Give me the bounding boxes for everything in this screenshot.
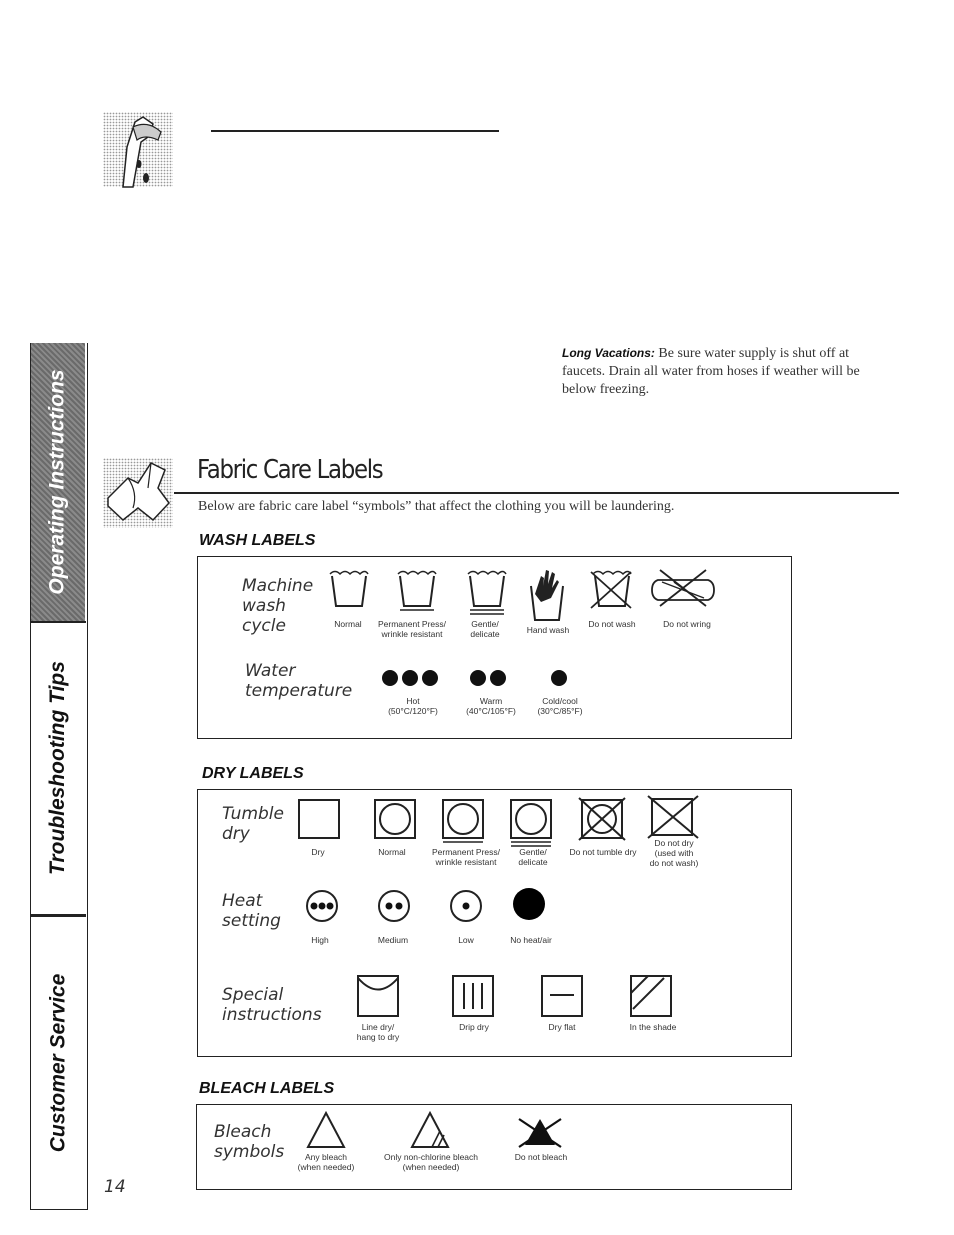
heat-caption-line: Low — [458, 935, 474, 945]
wash-heading: WASH LABELS — [199, 532, 316, 549]
bleach-caption-line: Any bleach — [304, 1152, 348, 1162]
temp-caption-line: (30°C/85°F) — [537, 706, 583, 716]
tab-troubleshooting-tips[interactable] — [31, 622, 85, 914]
special-caption-line: Line dry/ — [361, 1022, 395, 1032]
faucet-drip-icon — [103, 112, 173, 187]
heat-caption-line: High — [311, 935, 329, 945]
bleach-caption-line: (when needed) — [402, 1162, 460, 1172]
machine-wash-label-3: cycle — [242, 616, 286, 636]
section-intro: Below are fabric care label “symbols” that affect the clothing you will be laundering. — [198, 499, 675, 514]
heat-caption-line: Medium — [377, 935, 409, 945]
long-vacations-note — [562, 344, 880, 399]
tumble-dry-permanent-press-icon — [442, 799, 484, 845]
heat-setting-label-1: Heat — [222, 891, 263, 911]
water-temperature-label-1: Water — [245, 661, 296, 681]
heat-setting-label — [222, 891, 281, 931]
tumble-caption-line: Dry — [311, 847, 325, 857]
no-heat-icon — [512, 887, 546, 921]
wash-caption — [328, 619, 368, 629]
tumble-caption — [644, 838, 704, 868]
long-vacations-text: Be sure water supply is shut off at faucets. Drain all water from hoses if weather will be below freezing. — [562, 346, 860, 397]
wash-caption — [580, 619, 644, 629]
bleach-symbols-label-2: symbols — [214, 1142, 285, 1162]
bleach-symbols-label — [214, 1122, 284, 1162]
tumble-caption — [370, 847, 414, 857]
tumble-dry-normal-icon — [374, 799, 416, 839]
section-title: Fabric Care Labels — [197, 455, 383, 485]
cold-water-dot-icon — [550, 669, 570, 689]
tumble-caption-line: Do not dry — [654, 838, 694, 848]
heat-setting-label-2: setting — [222, 911, 281, 931]
wash-caption — [370, 619, 454, 639]
top-rule — [211, 130, 499, 132]
wash-caption-line: Do not wash — [588, 619, 636, 629]
heat-caption — [370, 935, 416, 945]
temp-caption — [380, 696, 446, 716]
tab-operating-instructions[interactable] — [31, 343, 85, 621]
heat-caption — [502, 935, 560, 945]
hot-water-dots-icon — [381, 669, 441, 689]
bleach-caption-line: Do not bleach — [514, 1152, 568, 1162]
tumble-caption — [424, 847, 508, 867]
heat-caption — [446, 935, 486, 945]
wash-caption-line: Gentle/ — [471, 619, 499, 629]
tumble-dry-label-2: dry — [222, 824, 250, 844]
bleach-labels-box — [196, 1104, 792, 1190]
machine-wash-label — [242, 576, 313, 636]
wash-caption-line: wrinkle resistant — [381, 629, 443, 639]
tumble-caption-line: delicate — [518, 857, 548, 867]
do-not-dry-icon — [648, 796, 698, 838]
tumble-dry-label — [222, 804, 284, 844]
temp-caption — [458, 696, 524, 716]
tab-customer-service-label: Customer Service — [46, 973, 69, 1152]
do-not-wring-icon — [650, 568, 716, 608]
do-not-bleach-icon — [515, 1115, 565, 1149]
tumble-caption-line: Normal — [378, 847, 406, 857]
tumble-dry-square-icon — [298, 799, 340, 839]
tumble-caption-line: do not wash) — [649, 858, 699, 868]
wash-caption — [652, 619, 722, 629]
heat-caption — [298, 935, 342, 945]
section-rule — [174, 492, 899, 494]
bleach-caption-line: Only non-chlorine bleach — [383, 1152, 479, 1162]
page-number: 14 — [104, 1177, 126, 1197]
water-temperature-label — [245, 661, 352, 701]
heat-medium-icon — [377, 889, 411, 923]
wash-caption-line: Normal — [334, 619, 362, 629]
any-bleach-icon — [306, 1111, 346, 1149]
tumble-caption — [564, 847, 642, 857]
bleach-caption-line: (when needed) — [297, 1162, 355, 1172]
wash-caption-line: delicate — [470, 629, 500, 639]
drip-dry-icon — [452, 975, 494, 1017]
special-caption-line: Drip dry — [459, 1022, 489, 1032]
special-caption — [446, 1022, 502, 1032]
water-temperature-label-2: temperature — [245, 681, 353, 701]
dry-heading: DRY LABELS — [202, 765, 304, 782]
special-instructions-label-2: instructions — [222, 1005, 322, 1025]
temp-caption-line: Hot — [406, 696, 420, 706]
heat-caption-line: No heat/air — [510, 935, 552, 945]
bleach-caption — [288, 1152, 364, 1172]
line-dry-icon — [357, 975, 399, 1017]
tab-operating-instructions-label: Operating Instructions — [46, 369, 69, 595]
wash-normal-icon — [328, 568, 368, 608]
do-not-wash-icon — [591, 568, 631, 608]
special-caption — [534, 1022, 590, 1032]
special-instructions-label — [222, 985, 322, 1025]
wash-caption-line: Do not wring — [663, 619, 711, 629]
heat-low-icon — [449, 889, 483, 923]
tumble-caption — [298, 847, 338, 857]
special-instructions-label-1: Special — [222, 985, 284, 1005]
tab-customer-service[interactable] — [31, 916, 85, 1209]
wash-gentle-icon — [466, 568, 506, 616]
tumble-caption-line: wrinkle resistant — [435, 857, 497, 867]
machine-wash-label-2: wash — [242, 596, 286, 616]
hand-wash-icon — [527, 566, 567, 622]
bleach-caption — [506, 1152, 576, 1162]
special-caption-line: Dry flat — [548, 1022, 576, 1032]
special-caption-line: In the shade — [629, 1022, 677, 1032]
warm-water-dots-icon — [469, 669, 509, 689]
tumble-dry-gentle-icon — [510, 799, 552, 849]
temp-caption-line: (40°C/105°F) — [466, 706, 516, 716]
temp-caption — [527, 696, 593, 716]
dry-flat-icon — [541, 975, 583, 1017]
bleach-caption — [376, 1152, 486, 1172]
do-not-tumble-dry-icon — [579, 798, 625, 840]
temp-caption-line: Cold/cool — [542, 696, 578, 706]
special-caption-line: hang to dry — [356, 1032, 400, 1042]
dry-in-shade-icon — [630, 975, 672, 1017]
bleach-symbols-label-1: Bleach — [214, 1122, 272, 1142]
tumble-dry-label-1: Tumble — [222, 804, 284, 824]
wash-caption — [460, 619, 510, 639]
tab-troubleshooting-tips-label: Troubleshooting Tips — [46, 661, 70, 875]
temp-caption-line: Warm — [479, 696, 503, 706]
tumble-caption-line: Permanent Press/ — [431, 847, 501, 857]
tumble-caption — [510, 847, 556, 867]
long-vacations-label: Long Vacations: — [562, 346, 655, 360]
wash-permanent-press-icon — [396, 568, 436, 612]
tumble-caption-line: Do not tumble dry — [569, 847, 637, 857]
temp-caption-line: (50°C/120°F) — [388, 706, 438, 716]
tumble-caption-line: Gentle/ — [519, 847, 547, 857]
special-caption — [620, 1022, 686, 1032]
special-caption — [348, 1022, 408, 1042]
clothing-icon — [103, 458, 173, 528]
wash-caption-line: Permanent Press/ — [377, 619, 447, 629]
machine-wash-label-1: Machine — [242, 576, 314, 596]
non-chlorine-bleach-icon — [410, 1111, 450, 1149]
bleach-heading: BLEACH LABELS — [199, 1080, 335, 1097]
heat-high-icon — [305, 889, 339, 923]
tumble-caption-line: (used with — [654, 848, 694, 858]
wash-caption-line: Hand wash — [526, 625, 570, 635]
wash-caption — [518, 625, 578, 635]
